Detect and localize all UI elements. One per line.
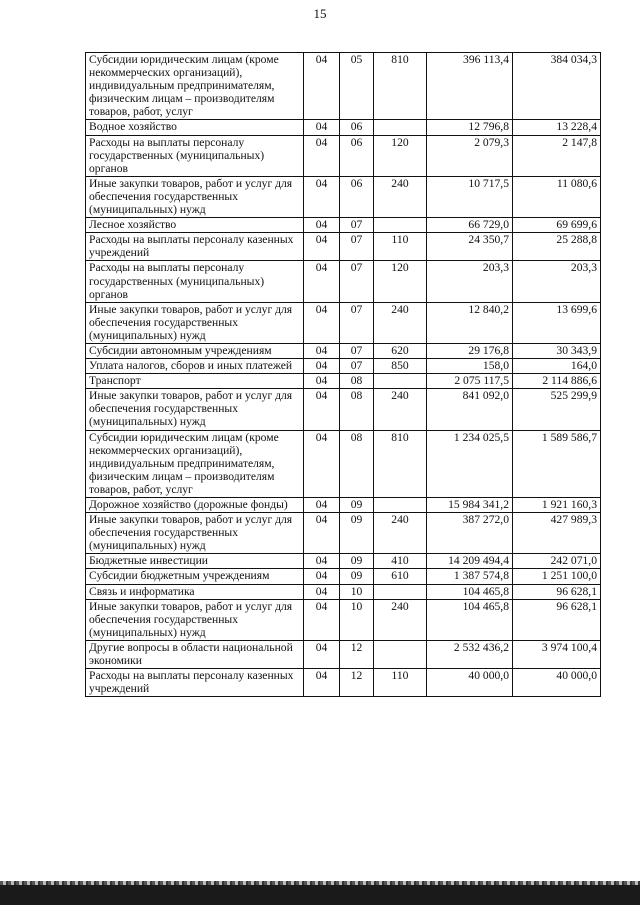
table-row [86, 513, 601, 554]
row-name: Субсидии автономным учреждениям [86, 343, 304, 358]
table-row [86, 554, 601, 569]
row-name: Расходы на выплаты персоналу государственных (муниципальных) органов [86, 261, 304, 302]
section-code: 04 [304, 261, 340, 302]
table-row [86, 53, 601, 120]
amount-year-2: 96 628,1 [513, 584, 601, 599]
amount-year-2: 164,0 [513, 359, 601, 374]
amount-year-2: 11 080,6 [513, 176, 601, 217]
row-name: Расходы на выплаты персоналу государственных (муниципальных) органов [86, 135, 304, 176]
page-number: 15 [313, 6, 327, 21]
amount-year-1: 104 465,8 [427, 584, 513, 599]
table-row [86, 359, 601, 374]
section-code: 04 [304, 513, 340, 554]
amount-year-1: 14 209 494,4 [427, 554, 513, 569]
section-code: 04 [304, 120, 340, 135]
amount-year-2: 40 000,0 [513, 669, 601, 697]
subsection-code: 06 [340, 135, 374, 176]
subsection-code: 07 [340, 261, 374, 302]
expense-type-code: 240 [374, 389, 427, 430]
amount-year-1: 2 532 436,2 [427, 640, 513, 668]
row-name: Бюджетные инвестиции [86, 554, 304, 569]
amount-year-1: 15 984 341,2 [427, 498, 513, 513]
section-code: 04 [304, 599, 340, 640]
amount-year-2: 96 628,1 [513, 599, 601, 640]
section-code: 04 [304, 374, 340, 389]
table-row [86, 374, 601, 389]
expense-type-code: 810 [374, 53, 427, 120]
amount-year-2: 25 288,8 [513, 233, 601, 261]
subsection-code: 08 [340, 430, 374, 497]
section-code: 04 [304, 359, 340, 374]
section-code: 04 [304, 640, 340, 668]
amount-year-2: 1 921 160,3 [513, 498, 601, 513]
expense-type-code: 610 [374, 569, 427, 584]
table-row [86, 584, 601, 599]
subsection-code: 07 [340, 343, 374, 358]
row-name: Другие вопросы в области национальной экономики [86, 640, 304, 668]
amount-year-2: 1 589 586,7 [513, 430, 601, 497]
subsection-code: 09 [340, 513, 374, 554]
amount-year-1: 841 092,0 [427, 389, 513, 430]
subsection-code: 07 [340, 233, 374, 261]
budget-table-body [86, 53, 601, 697]
row-name: Иные закупки товаров, работ и услуг для обеспечения государственных (муниципальных) нужд [86, 302, 304, 343]
section-code: 04 [304, 430, 340, 497]
section-code: 04 [304, 389, 340, 430]
expense-type-code [374, 374, 427, 389]
section-code: 04 [304, 302, 340, 343]
subsection-code: 07 [340, 218, 374, 233]
expense-type-code: 110 [374, 233, 427, 261]
subsection-code: 08 [340, 374, 374, 389]
row-name: Лесное хозяйство [86, 218, 304, 233]
section-code: 04 [304, 135, 340, 176]
expense-type-code: 110 [374, 669, 427, 697]
subsection-code: 08 [340, 389, 374, 430]
amount-year-1: 40 000,0 [427, 669, 513, 697]
amount-year-2: 13 699,6 [513, 302, 601, 343]
amount-year-2: 384 034,3 [513, 53, 601, 120]
expense-type-code [374, 120, 427, 135]
row-name: Уплата налогов, сборов и иных платежей [86, 359, 304, 374]
table-row [86, 669, 601, 697]
subsection-code: 12 [340, 640, 374, 668]
amount-year-1: 203,3 [427, 261, 513, 302]
table-row [86, 218, 601, 233]
expense-type-code: 120 [374, 135, 427, 176]
row-name: Расходы на выплаты персоналу казенных учреждений [86, 669, 304, 697]
expense-type-code: 810 [374, 430, 427, 497]
amount-year-2: 13 228,4 [513, 120, 601, 135]
amount-year-1: 12 796,8 [427, 120, 513, 135]
subsection-code: 10 [340, 599, 374, 640]
scan-bottom-band [0, 885, 640, 905]
subsection-code: 09 [340, 498, 374, 513]
table-row [86, 233, 601, 261]
row-name: Расходы на выплаты персоналу казенных учреждений [86, 233, 304, 261]
row-name: Связь и информатика [86, 584, 304, 599]
section-code: 04 [304, 569, 340, 584]
section-code: 04 [304, 218, 340, 233]
table-row [86, 389, 601, 430]
section-code: 04 [304, 176, 340, 217]
row-name: Транспорт [86, 374, 304, 389]
amount-year-2: 2 147,8 [513, 135, 601, 176]
row-name: Водное хозяйство [86, 120, 304, 135]
amount-year-2: 1 251 100,0 [513, 569, 601, 584]
amount-year-1: 1 234 025,5 [427, 430, 513, 497]
amount-year-1: 29 176,8 [427, 343, 513, 358]
amount-year-1: 1 387 574,8 [427, 569, 513, 584]
amount-year-1: 158,0 [427, 359, 513, 374]
subsection-code: 06 [340, 176, 374, 217]
amount-year-2: 3 974 100,4 [513, 640, 601, 668]
expense-type-code: 240 [374, 176, 427, 217]
subsection-code: 12 [340, 669, 374, 697]
budget-table [85, 52, 601, 697]
amount-year-2: 2 114 886,6 [513, 374, 601, 389]
section-code: 04 [304, 498, 340, 513]
table-row [86, 343, 601, 358]
amount-year-1: 66 729,0 [427, 218, 513, 233]
table-row [86, 498, 601, 513]
subsection-code: 09 [340, 569, 374, 584]
amount-year-1: 2 075 117,5 [427, 374, 513, 389]
section-code: 04 [304, 233, 340, 261]
table-row [86, 640, 601, 668]
amount-year-1: 2 079,3 [427, 135, 513, 176]
amount-year-1: 24 350,7 [427, 233, 513, 261]
section-code: 04 [304, 554, 340, 569]
row-name: Субсидии юридическим лицам (кроме некоммерческих организаций), индивидуальным предпринимателям, физическим лицам – производителям товаров, работ, услуг [86, 430, 304, 497]
table-row [86, 569, 601, 584]
row-name: Субсидии юридическим лицам (кроме некоммерческих организаций), индивидуальным предпринимателям, физическим лицам – производителям товаров, работ, услуг [86, 53, 304, 120]
amount-year-2: 427 989,3 [513, 513, 601, 554]
table-row [86, 599, 601, 640]
row-name: Дорожное хозяйство (дорожные фонды) [86, 498, 304, 513]
amount-year-1: 104 465,8 [427, 599, 513, 640]
row-name: Иные закупки товаров, работ и услуг для обеспечения государственных (муниципальных) нужд [86, 389, 304, 430]
table-row [86, 261, 601, 302]
amount-year-2: 525 299,9 [513, 389, 601, 430]
section-code: 04 [304, 53, 340, 120]
subsection-code: 05 [340, 53, 374, 120]
row-name: Иные закупки товаров, работ и услуг для обеспечения государственных (муниципальных) нужд [86, 176, 304, 217]
table-row [86, 176, 601, 217]
section-code: 04 [304, 669, 340, 697]
expense-type-code [374, 498, 427, 513]
amount-year-2: 203,3 [513, 261, 601, 302]
table-row [86, 120, 601, 135]
amount-year-1: 396 113,4 [427, 53, 513, 120]
section-code: 04 [304, 343, 340, 358]
table-row [86, 430, 601, 497]
expense-type-code: 240 [374, 513, 427, 554]
expense-type-code: 410 [374, 554, 427, 569]
expense-type-code: 120 [374, 261, 427, 302]
expense-type-code [374, 218, 427, 233]
subsection-code: 07 [340, 359, 374, 374]
expense-type-code: 620 [374, 343, 427, 358]
amount-year-1: 12 840,2 [427, 302, 513, 343]
subsection-code: 10 [340, 584, 374, 599]
row-name: Иные закупки товаров, работ и услуг для обеспечения государственных (муниципальных) нужд [86, 513, 304, 554]
section-code: 04 [304, 584, 340, 599]
expense-type-code [374, 584, 427, 599]
row-name: Иные закупки товаров, работ и услуг для обеспечения государственных (муниципальных) нужд [86, 599, 304, 640]
amount-year-1: 387 272,0 [427, 513, 513, 554]
amount-year-2: 242 071,0 [513, 554, 601, 569]
table-row [86, 135, 601, 176]
row-name: Субсидии бюджетным учреждениям [86, 569, 304, 584]
expense-type-code [374, 640, 427, 668]
amount-year-1: 10 717,5 [427, 176, 513, 217]
expense-type-code: 850 [374, 359, 427, 374]
subsection-code: 09 [340, 554, 374, 569]
expense-type-code: 240 [374, 302, 427, 343]
amount-year-2: 30 343,9 [513, 343, 601, 358]
subsection-code: 06 [340, 120, 374, 135]
table-row [86, 302, 601, 343]
expense-type-code: 240 [374, 599, 427, 640]
amount-year-2: 69 699,6 [513, 218, 601, 233]
subsection-code: 07 [340, 302, 374, 343]
